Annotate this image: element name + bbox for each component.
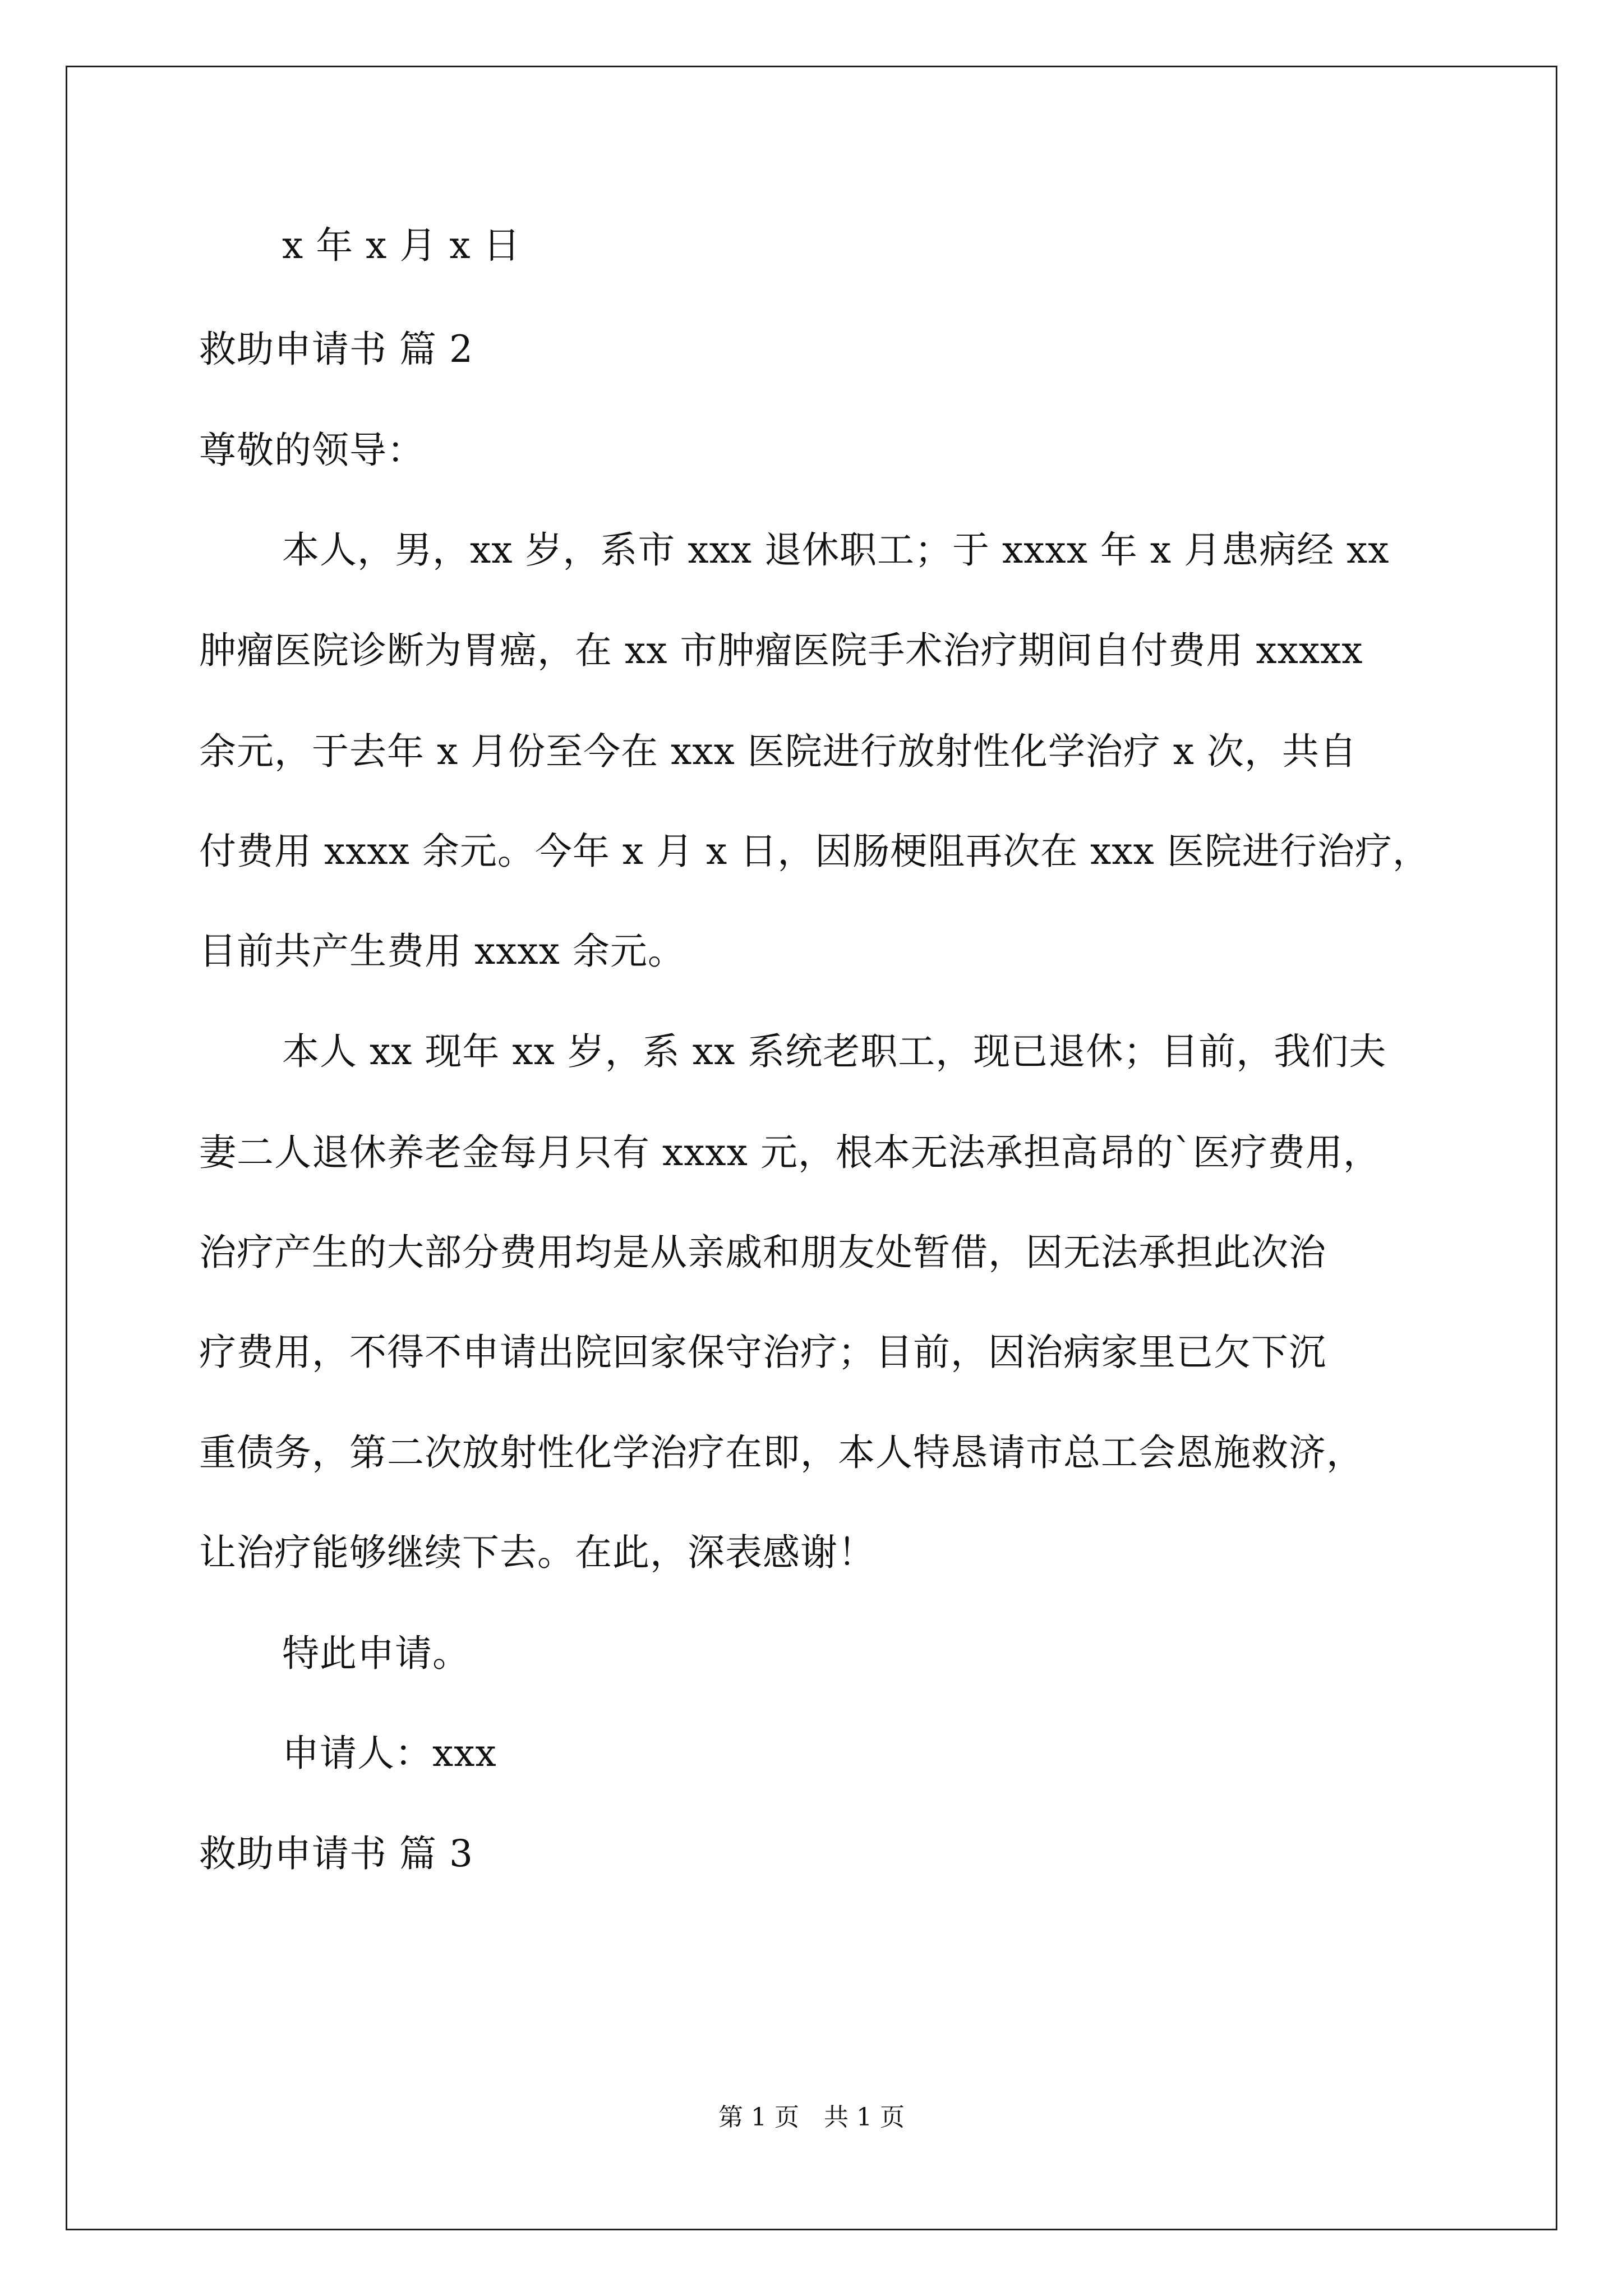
page-total: 共 1 页 bbox=[824, 2103, 905, 2132]
paragraph-line: 余元，于去年 x 月份至今在 xxx 医院进行放射性化学治疗 x 次，共自 bbox=[199, 730, 1357, 773]
paragraph-line: 治疗产生的大部分费用均是从亲戚和朋友处暂借，因无法承担此次治 bbox=[199, 1231, 1326, 1274]
closing-line: 特此申请。 bbox=[282, 1632, 470, 1675]
salutation: 尊敬的领导： bbox=[199, 429, 425, 472]
paragraph-line: 目前共产生费用 xxxx 余元。 bbox=[199, 930, 685, 973]
paragraph-line: 让治疗能够继续下去。在此，深表感谢！ bbox=[199, 1531, 875, 1574]
paragraph-line: 重债务，第二次放射性化学治疗在即，本人特恳请市总工会恩施救济， bbox=[199, 1431, 1364, 1474]
paragraph-line: 付费用 xxxx 余元。今年 x 月 x 日，因肠梗阻再次在 xxx 医院进行治疗， bbox=[199, 830, 1430, 873]
date-line: x 年 x 月 x 日 bbox=[282, 224, 521, 267]
page-footer bbox=[0, 2101, 1623, 2134]
paragraph-line: 疗费用，不得不申请出院回家保守治疗；目前，因治病家里已欠下沉 bbox=[199, 1331, 1326, 1374]
paragraph-line: 妻二人退休养老金每月只有 xxxx 元，根本无法承担高昂的`医疗费用， bbox=[199, 1131, 1381, 1174]
page-number: 第 1 页 bbox=[718, 2103, 799, 2132]
paragraph-line: 本人，男，xx 岁，系市 xxx 退休职工；于 xxxx 年 x 月患病经 xx bbox=[282, 528, 1390, 572]
paragraph-line: 肿瘤医院诊断为胃癌，在 xx 市肿瘤医院手术治疗期间自付费用 xxxxx bbox=[199, 629, 1363, 672]
paragraph-line: 本人 xx 现年 xx 岁，系 xx 系统老职工，现已退休；目前，我们夫 bbox=[282, 1030, 1387, 1073]
section-heading: 救助申请书 篇 2 bbox=[199, 328, 473, 371]
applicant-line: 申请人：xxx bbox=[282, 1732, 497, 1775]
section-heading: 救助申请书 篇 3 bbox=[199, 1832, 473, 1875]
